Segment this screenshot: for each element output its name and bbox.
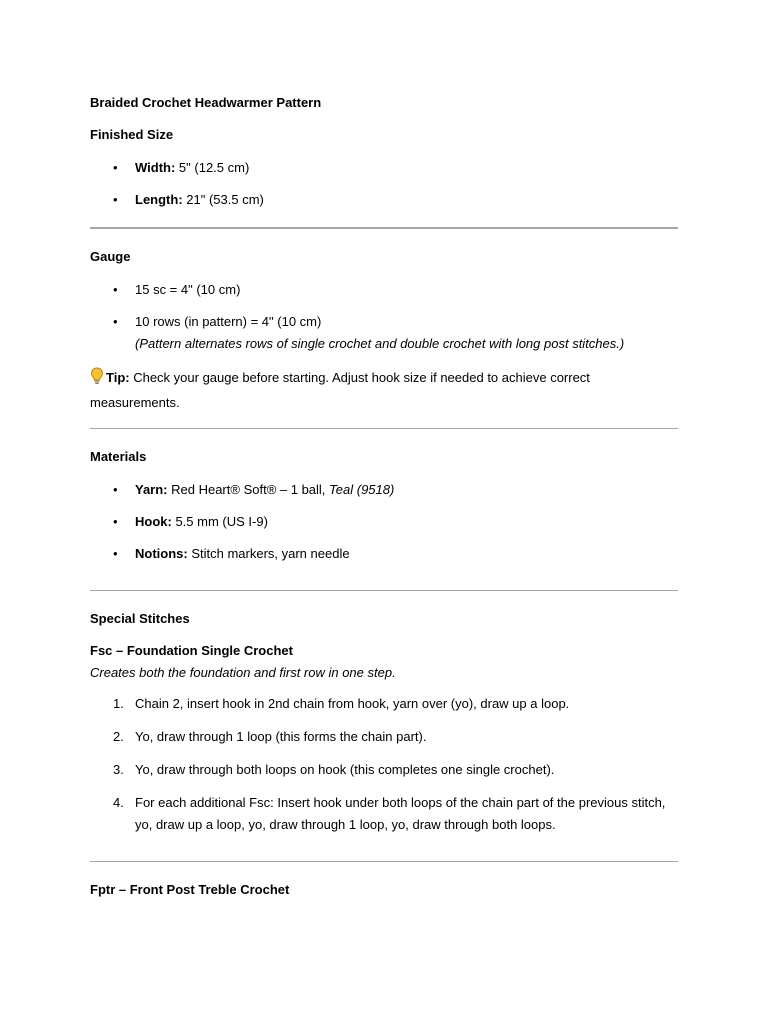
gauge-note: (Pattern alternates rows of single crochet and double crochet with long post stitches.) — [135, 336, 625, 351]
yarn-color: Teal (9518) — [329, 482, 395, 497]
step-text: Yo, draw through both loops on hook (this completes one single crochet). — [135, 762, 555, 777]
page-title: Braided Crochet Headwarmer Pattern — [90, 95, 322, 110]
list-item — [90, 157, 678, 179]
section-divider — [90, 428, 678, 429]
hook-text: 5.5 mm (US I-9) — [171, 514, 268, 529]
list-item — [90, 311, 678, 355]
notions-label: Notions: — [135, 546, 188, 561]
section-divider — [90, 227, 678, 229]
step-text: For each additional Fsc: Insert hook under both loops of the chain part of the previous stitch, yo, draw up a loop, yo, draw through 1 loop, yo, draw through both loops. — [135, 795, 666, 832]
materials-list — [90, 479, 678, 565]
document-content — [90, 93, 678, 899]
yarn-label: Yarn: — [135, 482, 168, 497]
step-number: 3. — [113, 762, 124, 777]
finished-size-heading: Finished Size — [90, 127, 174, 142]
section-divider — [90, 861, 678, 862]
gauge-list — [90, 279, 678, 355]
fsc-steps — [90, 693, 678, 836]
list-item — [90, 543, 678, 565]
width-label: Width: — [135, 160, 176, 175]
step-number: 2. — [113, 729, 124, 744]
step-number: 1. — [113, 696, 124, 711]
fsc-description: Creates both the foundation and first row in one step. — [90, 665, 396, 680]
bullet-icon: • — [113, 282, 118, 297]
bullet-icon: • — [113, 514, 118, 529]
tip-paragraph — [90, 367, 678, 414]
special-stitches-heading: Special Stitches — [90, 611, 190, 626]
bullet-icon: • — [113, 160, 118, 175]
notions-text: Stitch markers, yarn needle — [187, 546, 350, 561]
bullet-icon: • — [113, 482, 118, 497]
tip-text: Check your gauge before starting. Adjust hook size if needed to achieve correct measurements. — [90, 370, 590, 410]
fptr-heading: Fptr – Front Post Treble Crochet — [90, 882, 290, 897]
lightbulb-icon — [90, 367, 104, 392]
list-item — [90, 279, 678, 301]
tip-label: Tip: — [106, 370, 130, 385]
yarn-text: Red Heart® Soft® – 1 ball, — [167, 482, 330, 497]
list-item — [90, 759, 678, 781]
list-item — [90, 189, 678, 211]
step-text: Yo, draw through 1 loop (this forms the chain part). — [135, 729, 427, 744]
fsc-heading: Fsc – Foundation Single Crochet — [90, 643, 293, 658]
bullet-icon: • — [113, 546, 118, 561]
list-item — [90, 792, 678, 836]
list-item — [90, 693, 678, 715]
bullet-icon: • — [113, 192, 118, 207]
finished-size-list — [90, 157, 678, 211]
list-item — [90, 726, 678, 748]
hook-label: Hook: — [135, 514, 172, 529]
list-item — [90, 511, 678, 533]
width-value: 5" (12.5 cm) — [175, 160, 250, 175]
gauge-rows: 10 rows (in pattern) = 4" (10 cm) — [135, 314, 322, 329]
section-divider — [90, 590, 678, 591]
step-number: 4. — [113, 795, 124, 810]
list-item — [90, 479, 678, 501]
step-text: Chain 2, insert hook in 2nd chain from hook, yarn over (yo), draw up a loop. — [135, 696, 570, 711]
gauge-stitches: 15 sc = 4" (10 cm) — [135, 282, 241, 297]
bullet-icon: • — [113, 314, 118, 329]
length-value: 21" (53.5 cm) — [182, 192, 264, 207]
length-label: Length: — [135, 192, 183, 207]
gauge-heading: Gauge — [90, 249, 131, 264]
materials-heading: Materials — [90, 449, 147, 464]
